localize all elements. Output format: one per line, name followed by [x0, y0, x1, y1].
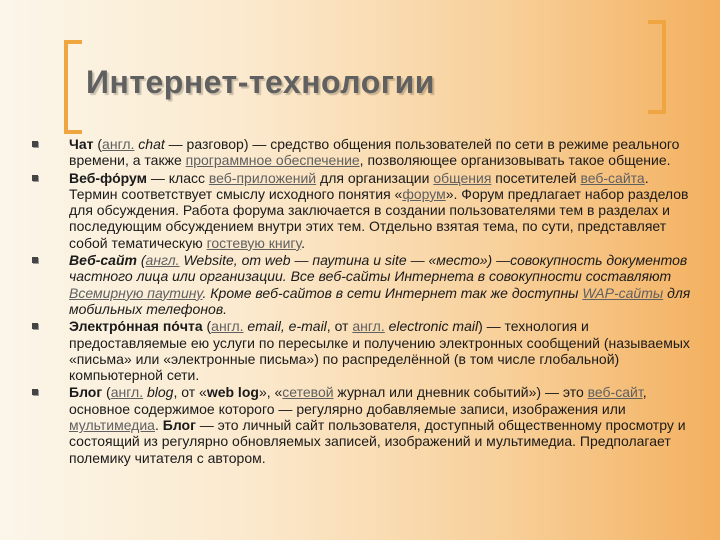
text-segment: — это личный сайт пользователя, доступный общественному просмотру и состоящий из регулярно обновляемых записей, изображений и мультимедиа. Предполагает полемику читателя с автором.	[69, 417, 686, 466]
paragraph-forum	[30, 170, 696, 251]
text-segment: для организации	[316, 169, 434, 186]
text-segment: , позволяющее организовывать такое общение.	[359, 152, 671, 169]
text-link[interactable]: программное обеспечение	[185, 152, 360, 169]
text-segment: electronic mail	[384, 318, 479, 335]
paragraph-blog	[30, 384, 696, 465]
paragraph-website	[30, 252, 696, 317]
text-link[interactable]: веб-сайта	[580, 169, 645, 186]
square-bullet-icon	[32, 257, 38, 263]
text-segment: (	[136, 252, 146, 269]
text-segment: . Кроме веб-сайтов в сети Интернет так же доступны	[202, 284, 583, 301]
text-segment: (	[202, 318, 212, 335]
text-segment: журнал или дневник событий») — это	[333, 384, 588, 401]
title-bracket-right	[648, 20, 666, 114]
text-segment: web log	[206, 384, 259, 401]
paragraph-email	[30, 318, 696, 383]
text-segment: , от «	[173, 384, 207, 401]
text-link[interactable]: англ.	[110, 384, 144, 401]
square-bullet-icon	[32, 323, 38, 329]
text-link[interactable]: англ.	[211, 318, 244, 335]
text-segment: . Термин соответствует смыслу исходного понятия «	[69, 169, 649, 202]
text-link[interactable]: англ.	[102, 136, 135, 152]
text-segment: Электро́нная по́чта	[69, 318, 203, 335]
text-segment: (	[93, 136, 103, 152]
text-segment: Веб-сайт	[69, 252, 137, 269]
text-segment: — разговор) — средство общения пользователей по сети в режиме реального времени, а также	[69, 136, 680, 169]
text-segment: , основное содержимое которого — регулярно добавляемые записи, изображения или	[69, 384, 647, 417]
text-segment: chat	[134, 136, 165, 152]
text-segment: Веб-фо́рум	[69, 169, 147, 186]
text-link[interactable]: гостевую книгу	[206, 234, 302, 251]
text-segment: Чат	[69, 136, 94, 152]
text-link[interactable]: веб-сайт	[587, 384, 643, 401]
text-segment: Website, от web — паутина и site — «место») —совокупность документов частного лица или организации. Все веб-сайты Интернета в совокупности составляют	[69, 252, 688, 285]
text-link[interactable]: англ.	[145, 252, 180, 269]
text-link[interactable]: WAP-сайты	[582, 284, 664, 301]
title-bracket-left	[64, 40, 82, 134]
text-segment: Блог	[162, 417, 196, 434]
text-segment: ». Форум предлагает набор разделов для обсуждения. Работа форума заключается в создании пользователями тем в разделах и последующим обсуждением внутри этих тем. Отдельно взятая тема, по сути, представляет собой тематическую	[69, 185, 689, 251]
text-segment: посетителей	[491, 169, 581, 186]
text-segment: — класс	[146, 169, 209, 186]
text-segment: email, e-mail	[243, 318, 327, 335]
slide-body	[30, 136, 696, 467]
text-segment: ) — технология и предоставляемые ею услуги по пересылке и получению электронных сообщений (называемых «письма» или «электронные письма») по распределённой (в том числе глобальной) компьютерной сети.	[69, 318, 690, 384]
slide-title: Интернет-технологии	[86, 64, 435, 100]
square-bullet-icon	[32, 389, 38, 395]
text-link[interactable]: общения	[433, 169, 492, 186]
text-link[interactable]: Всемирную паутину	[69, 284, 203, 301]
text-segment: для мобильных телефонов.	[69, 284, 691, 317]
text-link[interactable]: сетевой	[282, 384, 334, 401]
text-segment: Блог	[69, 384, 103, 401]
text-link[interactable]: форум	[402, 185, 446, 202]
paragraph-chat	[30, 136, 696, 169]
square-bullet-icon	[32, 141, 38, 147]
text-link[interactable]: англ.	[352, 318, 385, 335]
text-segment: (	[102, 384, 111, 401]
text-segment: », «	[258, 384, 283, 401]
text-link[interactable]: веб-приложений	[208, 169, 317, 186]
text-segment: .	[154, 417, 163, 434]
text-link[interactable]: мультимедиа	[69, 417, 155, 434]
text-segment: .	[301, 234, 306, 251]
square-bullet-icon	[32, 175, 38, 181]
text-segment: blog	[143, 384, 174, 401]
text-segment: , от	[326, 318, 353, 335]
